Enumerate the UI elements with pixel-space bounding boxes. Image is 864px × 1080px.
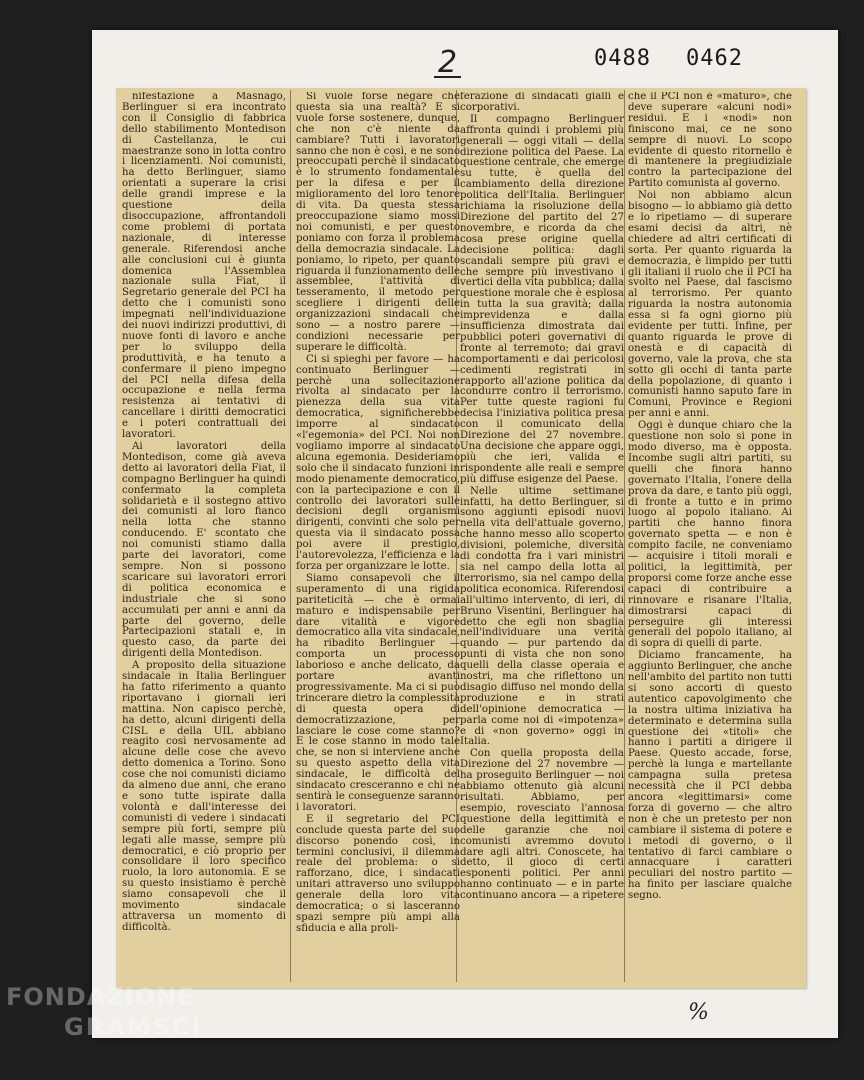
paragraph: E il segretario del PCI conclude questa parte del suo discorso ponendo così, in termini conclusivi, il dilemma reale del problema: o si rafforzano, dice, i sindacati unitari attraverso uno sviluppo generale della loro vita democratica; o si lasceranno spazi sempre più ampi alla sfiducia e alla proli- [296,813,460,934]
paragraph: Siamo consapevoli che il superamento di una rigida pariteticità — che è ormai maturo e indispensabile per dare vitalità e vigore democratico alla vita sindacale, ha ribadito Berlinguer — comporta un processo laborioso e anche delicato, da portare avanti progressivamente. Ma ci si può trincerare dietro la complessità di questa opera di democratizzazione, per lasciare le cose come stanno? E le cose stanno in modo tale che, se non si interviene anche su questo aspetto della vita sindacale, le difficoltà del sindacato cresceranno e chi ne sentirà le conseguenze saranno i lavoratori. [296,572,460,813]
column-rule [624,90,625,982]
paragraph: A proposito della situazione sindacale in Italia Berlinguer ha fatto riferimento a quanto riportavano i giornali ieri mattina. Non capisco perchè, ha detto, alcuni dirigenti della CISL e della UIL abbiano reagito così nervosamente ad alcune delle cose che avevo detto domenica a Torino. Sono cose che noi comunisti diciamo da almeno due anni, che erano e sono tutte ispirate dalla volontà e dall'interesse dei comunisti di vedere i sindacati sempre più forti, sempre più legati alle masse, sempre più democratici, e ciò proprio per consolidare il loro specifico ruolo, la loro autonomia. E se su questo insistiamo è perchè siamo consapevoli che il movimento sindacale attraversa un momento di difficoltà. [122,660,286,933]
watermark-line-1: FONDAZIONE [6,983,195,1011]
paragraph: Ci si spieghi per favore — ha continuato Berlinguer — perchè una sollecitazione rivolta al sindacato per la pienezza della sua vita democratica, significherebbe imporre al sindacato «l'egemonia» del PCI. Noi non vogliamo imporre al sindacato alcuna egemonia. Desideriamo solo che il sindacato funzioni in modo pienamente democratico, con la partecipazione e con il controllo dei lavoratori sulle decisioni degli organismi dirigenti, convinti che solo per questa via il sindacato possa poi avere il prestigio, l'autorevolezza, l'efficienza e la forza per organizzare le lotte. [296,353,460,572]
newspaper-clipping [116,88,806,988]
article-column-1 [122,92,286,982]
archive-code-secondary: 0462 [686,46,743,71]
fondazione-gramsci-watermark [6,982,202,1042]
paragraph: ferazione di sindacati gialli e corporativi. [460,92,624,113]
archive-code-primary: 0488 [594,46,651,71]
paragraph: Ai lavoratori della Montedison, come già aveva detto ai lavoratori della Fiat, il compagno Berlinguer ha quindi confermato la completa solidarietà e il sostegno attivo dei comunisti al loro fianco nella lotta che stanno conducendo. E' scontato che noi comunisti stiamo dalla parte dei lavoratori, come sempre. Non si possono scaricare sui lavoratori errori di politica economica e industriale che si sono accumulati per anni e anni da parte del governo, delle Partecipazioni statali e, in questo caso, da parte dei dirigenti della Montedison. [122,441,286,660]
paragraph: nifestazione a Masnago, Berlinguer si era incontrato con il Consiglio di fabbrica dello stabilimento Montedison di Castellanza, le cui maestranze sono in lotta contro i licenziamenti. Noi comunisti, ha detto Berlinguer, siamo orientati a superare la crisi delle grandi imprese e la questione della disoccupazione, affrontandoli come problemi di portata nazionale, di interesse generale. Riferendosi anche alle conclusioni cui è giunta domenica l'Assemblea nazionale sulla Fiat, il Segretario generale del PCI ha detto che i comunisti sono impegnati nell'individuazione dei nuovi indirizzi produttivi, di nuove fonti di lavoro e anche per lo sviluppo della produttività, e ha tenuto a confermare il pieno impegno del PCI nella difesa della occupazione e nella ferma resistenza ai tentativi di cancellare i diritti democratici e i poteri contrattuali dei lavoratori. [122,92,286,441]
article-column-3 [460,92,624,982]
paragraph: Il compagno Berlinguer affronta quindi i problemi più generali — oggi vitali — della direzione politica del Paese. La questione centrale, che emerge su tutte, è quella del cambiamento della direzione politica dell'Italia. Berlinguer richiama la risoluzione della Direzione del partito del 27 novembre, e ricorda da che cosa prese origine quella decisione politica: dagli scandali sempre più gravi e che sempre più investivano i vertici della vita pubblica; dalla questione morale che è esplosa in tutta la sua gravità; dalla imprevidenza e dalla insufficienza dimostrata dai pubblici poteri governativi di fronte al terremoto; dai gravi comportamenti e dai pericolosi cedimenti registrati in rapporto all'azione politica da condurre contro il terrorismo. Per tutte queste ragioni fu decisa l'iniziativa politica presa con il comunicato della Direzione del 27 novembre. Una decisione che appare oggi, più che ieri, valida e rispondente alle reali e sempre più diffuse esigenze del Paese. [460,113,624,485]
paragraph: Diciamo francamente, ha aggiunto Berlinguer, che anche nell'ambito del partito non tutti si sono accorti di questo autentico capovolgimento che la nostra ultima iniziativa ha determinato e determina sulla questione dei «titoli» che hanno i partiti a dirigere il Paese. Questo accade, forse, perchè la lunga e martellante campagna sulla pretesa necessità che il PCI debba ancora «legittimarsi» come forza di governo — che altro non è che un pretesto per non cambiare il sistema di potere e i metodi di governo, o il tentativo di farci cambiare o annacquare i caratteri peculiari del nostro partito — ha finito per lasciare qualche segno. [628,650,792,902]
watermark-line-2: GRAMSCI [64,1013,203,1041]
paragraph: Oggi è dunque chiaro che la questione non solo si pone in modo diverso, ma è opposta. Incombe sugli altri partiti, su quelli che finora hanno governato l'Italia, l'onere della prova da dare, e tanto più oggi, di fronte a tutto e in primo luogo al popolo italiano. Ai partiti che hanno finora governato spetta — e non è compito facile, ne conveniamo — acquisire i titoli morali e politici, la legittimità, per proporsi come forze anche esse capaci di contribuire a rinnovare e risanare l'Italia, dimostrarsi capaci di perseguire gli interessi generali del popolo italiano, al di sopra di quelli di parte. [628,420,792,650]
paragraph: Noi non abbiamo alcun bisogno — lo abbiamo già detto e lo ripetiamo — di superare esami decisi da altri, nè chiedere ad altri certificati di sorta. Per quanto riguarda la democrazia, è limpido per tutti gli italiani il ruolo che il PCI ha svolto nel Paese, dal fascismo al terrorismo. Per quanto riguarda la nostra autonomia essa si fa ogni giorno più evidente per tutti. Infine, per quanto riguarda le prove di onestà e di capacità di governo, vale la prova, che sta sotto gli occhi di tanta parte della popolazione, di quanto i comunisti hanno saputo fare in Comuni, Province e Regioni per anni e anni. [628,190,792,420]
paragraph: Nelle ultime settimane infatti, ha detto Berlinguer, si sono aggiunti episodi nuovi nella vita dell'attuale governo, che hanno messo allo scoperto divisioni, polemiche, diversità di condotta fra i vari ministri sia nel campo della lotta al terrorismo, sia nel campo della politica economica. Riferendosi all'ultimo intervento, di ieri, di Bruno Visentini, Berlinguer ha detto che egli non sbaglia nell'individuare una verità quando — pur partendo da punti di vista che non sono quelli della classe operaia e nostri, ma che riflettono un disagio diffuso nel mondo della produzione e in strati dell'opinione democratica — parla come noi di «impotenza» e di «non governo» oggi in Italia. [460,485,624,748]
article-column-2 [296,92,460,982]
paragraph: che il PCI non è «maturo», che deve superare «alcuni nodi» residui. E i «nodi» non finiscono mai, ce ne sono sempre di nuovi. Lo scopo evidente di questo ritornello è di mantenere la pregiudiziale contro la partecipazione del Partito comunista al governo. [628,92,792,190]
paragraph: Si vuole forse negare che questa sia una realtà? E si vuole forse sostenere, dunque, che non c'è niente da cambiare? Tutti i lavoratori sanno che non è così, e ne sono preoccupati perchè il sindacato è lo strumento fondamentale per la difesa e per il miglioramento del loro tenore di vita. Da questa stessa preoccupazione siamo mossi noi comunisti, e per questo poniamo con forza il problema della democrazia sindacale. La poniamo, lo ripeto, per quanto riguarda il funzionamento delle assemblee, l'attività di tesseramento, il metodo per scegliere i dirigenti delle organizzazioni sindacali che sono — a nostro parere — condizioni necessarie per superare le difficoltà. [296,92,460,353]
handwritten-mark: % [688,1000,709,1025]
paragraph: Con quella proposta della Direzione del 27 novembre — ha proseguito Berlinguer — noi abbiamo ottenuto già alcuni risultati. Abbiamo, per esempio, rovesciato l'annosa questione della legittimità e delle garanzie che noi comunisti avremmo dovuto dare agli altri. Conoscete, ha detto, il gioco di certi esponenti politici. Per anni hanno continuato — e in parte continuano ancora — a ripetere [460,748,624,902]
column-rule [290,90,291,982]
article-column-4 [628,92,792,982]
page-number: 2 [434,50,461,78]
